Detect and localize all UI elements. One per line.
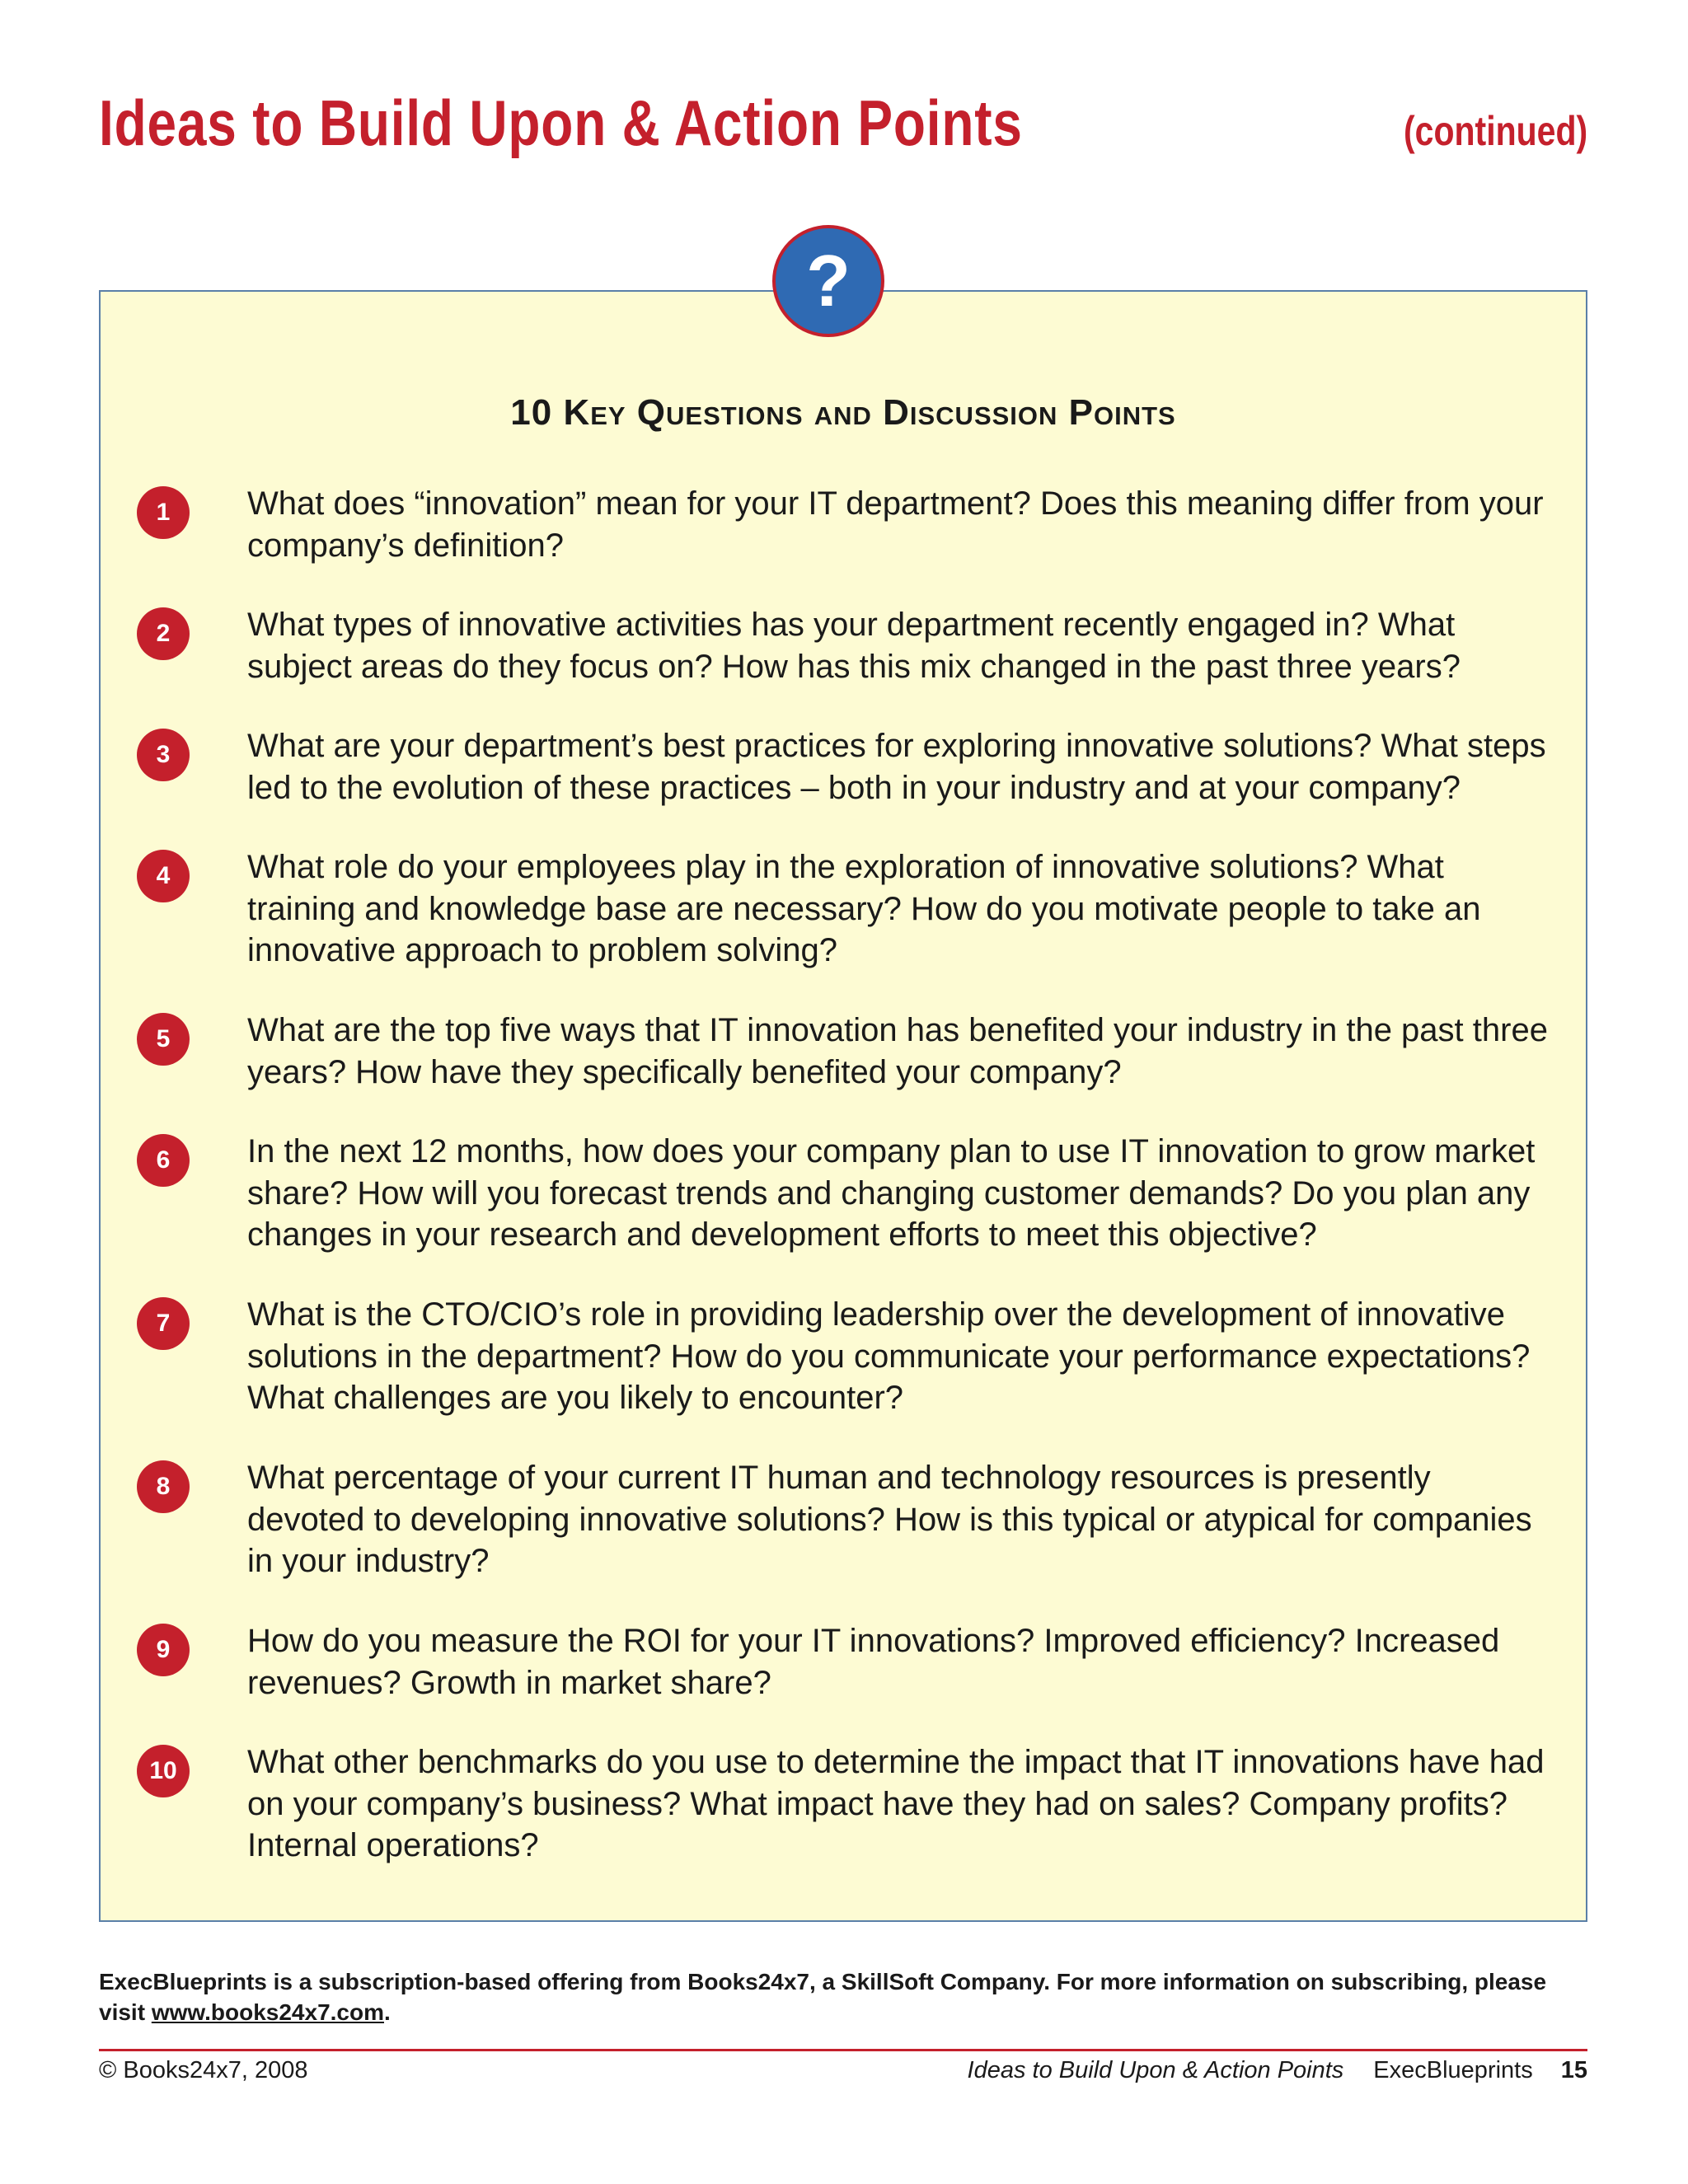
subscription-note-end: . bbox=[384, 1999, 391, 2025]
question-text: How do you measure the ROI for your IT innovations? Improved efficiency? Increased revenues? Growth in market share? bbox=[247, 1623, 1500, 1701]
question-text: What are the top five ways that IT innovation has benefited your industry in the past three years? How have they specifically benefited your company? bbox=[247, 1012, 1548, 1090]
question-number-badge: 1 bbox=[137, 486, 190, 539]
question-text: What does “innovation” mean for your IT department? Does this meaning differ from your company’s definition? bbox=[247, 485, 1544, 564]
question-number-badge: 5 bbox=[137, 1013, 190, 1066]
question-number-badge: 6 bbox=[137, 1134, 190, 1187]
copyright: © Books24x7, 2008 bbox=[99, 2057, 308, 2083]
question-number-badge: 3 bbox=[137, 729, 190, 781]
question-number-badge: 8 bbox=[137, 1460, 190, 1513]
question-text: What percentage of your current IT human and technology resources is presently devoted to developing innovative solutions? How is this typical or atypical for companies in your industry? bbox=[247, 1460, 1532, 1579]
question-number-badge: 2 bbox=[137, 607, 190, 660]
question-number-badge: 7 bbox=[137, 1297, 190, 1350]
page-number: 15 bbox=[1560, 2057, 1587, 2083]
running-footer bbox=[968, 2057, 1587, 2084]
key-questions-box bbox=[99, 290, 1587, 1922]
question-number-badge: 4 bbox=[137, 850, 190, 902]
question-text: In the next 12 months, how does your company plan to use IT innovation to grow market share? How will you forecast trends and changing customer demands? Do you plan any changes in your research and development efforts to meet this objective? bbox=[247, 1133, 1536, 1253]
question-number-badge: 9 bbox=[137, 1624, 190, 1676]
footer-divider bbox=[99, 2049, 1587, 2051]
question-mark-icon: ? bbox=[772, 225, 884, 337]
question-text: What is the CTO/CIO’s role in providing leadership over the development of innovative solutions in the department? How do you communicate your performance expectations? What challenges are you likely to encounter? bbox=[247, 1296, 1531, 1416]
page-title: Ideas to Build Upon & Action Points bbox=[99, 87, 1023, 159]
continued-label: (continued) bbox=[1403, 108, 1587, 154]
subscription-note bbox=[99, 1966, 1591, 2027]
box-heading: 10 Key Questions and Discussion Points bbox=[510, 392, 1176, 433]
footer-publication: ExecBlueprints bbox=[1373, 2057, 1533, 2083]
question-list bbox=[101, 292, 1586, 1920]
question-text: What are your department’s best practices for exploring innovative solutions? What steps led to the evolution of these practices – both in your industry and at your company? bbox=[247, 728, 1546, 806]
subscription-note-text: ExecBlueprints is a subscription-based offering from Books24x7, a SkillSoft Company. For more information on subscribing, please visit bbox=[99, 1969, 1547, 2025]
footer-section-title: Ideas to Build Upon & Action Points bbox=[967, 2057, 1344, 2083]
question-text: What other benchmarks do you use to determine the impact that IT innovations have had on your company’s business? What impact have they had on sales? Company profits? Internal operations? bbox=[247, 1744, 1545, 1863]
question-text: What role do your employees play in the exploration of innovative solutions? What training and knowledge base are necessary? How do you motivate people to take an innovative approach to problem solving? bbox=[247, 849, 1481, 968]
question-number-badge: 10 bbox=[137, 1745, 190, 1797]
books24x7-link[interactable]: www.books24x7.com bbox=[151, 1999, 384, 2025]
question-text: What types of innovative activities has your department recently engaged in? What subject areas do they focus on? How has this mix changed in the past three years? bbox=[247, 607, 1461, 685]
